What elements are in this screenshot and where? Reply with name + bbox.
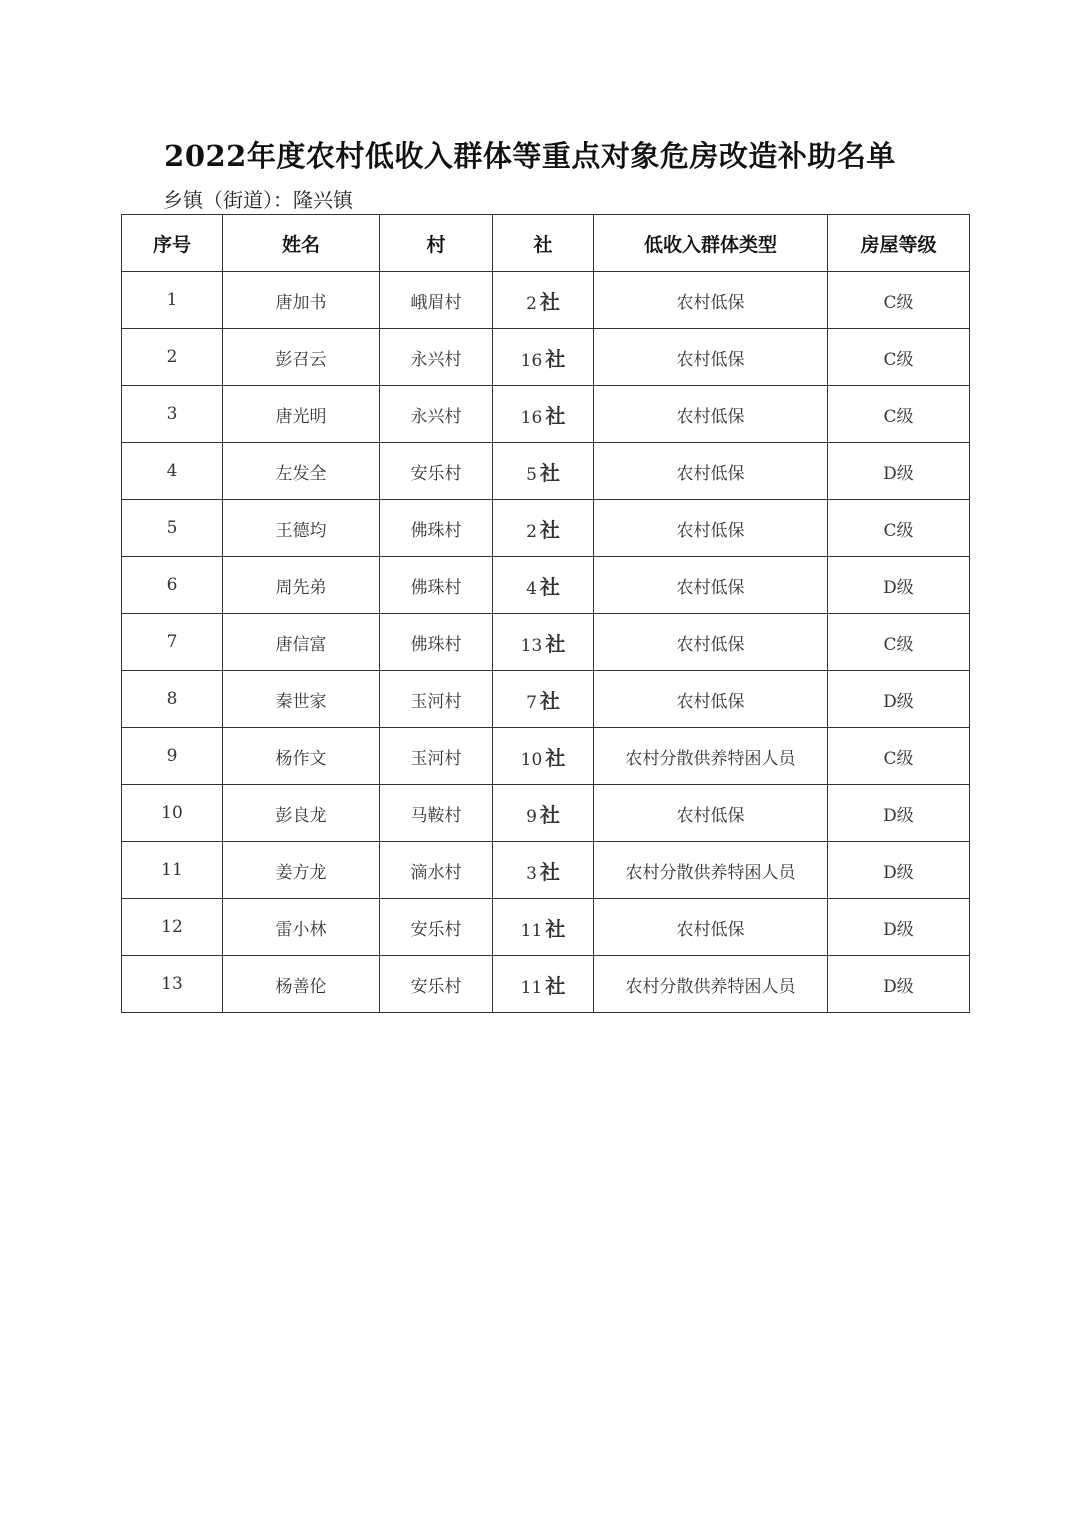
cell-village: 玉河村 — [380, 671, 493, 728]
cell-she — [493, 899, 594, 956]
table-row — [122, 899, 970, 956]
cell-seq: 10 — [122, 785, 223, 842]
cell-type: 农村低保 — [594, 386, 828, 443]
table-row — [122, 272, 970, 329]
table-header-row — [122, 215, 970, 272]
cell-name: 唐光明 — [223, 386, 380, 443]
cell-seq: 13 — [122, 956, 223, 1013]
cell-type: 农村分散供养特困人员 — [594, 956, 828, 1013]
she-unit: 社 — [545, 973, 566, 998]
table-row — [122, 614, 970, 671]
cell-grade: D级 — [828, 956, 970, 1013]
cell-seq: 8 — [122, 671, 223, 728]
cell-seq: 7 — [122, 614, 223, 671]
header-type: 低收入群体类型 — [594, 215, 828, 272]
she-number: 11 — [520, 977, 543, 998]
cell-she — [493, 500, 594, 557]
cell-village: 滴水村 — [380, 842, 493, 899]
she-number: 2 — [526, 293, 537, 314]
cell-she — [493, 728, 594, 785]
cell-she — [493, 443, 594, 500]
table-row — [122, 956, 970, 1013]
cell-grade: D级 — [828, 785, 970, 842]
cell-seq: 12 — [122, 899, 223, 956]
table-body — [122, 272, 970, 1013]
cell-she — [493, 386, 594, 443]
she-number: 7 — [526, 692, 537, 713]
cell-type: 农村低保 — [594, 785, 828, 842]
cell-seq: 4 — [122, 443, 223, 500]
table-row — [122, 386, 970, 443]
she-unit: 社 — [545, 346, 566, 371]
she-unit: 社 — [539, 688, 560, 713]
header-she: 社 — [493, 215, 594, 272]
table-row — [122, 728, 970, 785]
cell-type: 农村低保 — [594, 899, 828, 956]
cell-type: 农村低保 — [594, 614, 828, 671]
cell-grade: D级 — [828, 557, 970, 614]
cell-grade: D级 — [828, 671, 970, 728]
she-number: 16 — [520, 350, 543, 371]
cell-grade: C级 — [828, 728, 970, 785]
cell-village: 马鞍村 — [380, 785, 493, 842]
cell-village: 永兴村 — [380, 329, 493, 386]
she-number: 2 — [526, 521, 537, 542]
cell-type: 农村低保 — [594, 557, 828, 614]
cell-she — [493, 785, 594, 842]
she-unit: 社 — [539, 802, 560, 827]
cell-she — [493, 272, 594, 329]
cell-grade: C级 — [828, 272, 970, 329]
table-row — [122, 500, 970, 557]
she-number: 4 — [526, 578, 537, 599]
she-number: 11 — [520, 920, 543, 941]
cell-seq: 11 — [122, 842, 223, 899]
she-number: 10 — [520, 749, 543, 770]
cell-grade: C级 — [828, 500, 970, 557]
she-number: 13 — [520, 635, 543, 656]
she-unit: 社 — [539, 460, 560, 485]
table-row — [122, 842, 970, 899]
cell-she — [493, 614, 594, 671]
cell-name: 姜方龙 — [223, 842, 380, 899]
township-line — [163, 186, 353, 214]
township-label: 乡镇（街道）： — [163, 188, 293, 212]
cell-she — [493, 329, 594, 386]
she-number: 3 — [526, 863, 537, 884]
she-unit: 社 — [545, 745, 566, 770]
cell-seq: 1 — [122, 272, 223, 329]
table-row — [122, 785, 970, 842]
cell-name: 彭召云 — [223, 329, 380, 386]
cell-seq: 2 — [122, 329, 223, 386]
cell-name: 杨作文 — [223, 728, 380, 785]
cell-village: 永兴村 — [380, 386, 493, 443]
cell-seq: 5 — [122, 500, 223, 557]
cell-she — [493, 671, 594, 728]
cell-name: 雷小林 — [223, 899, 380, 956]
cell-village: 玉河村 — [380, 728, 493, 785]
cell-grade: D级 — [828, 842, 970, 899]
she-unit: 社 — [539, 517, 560, 542]
cell-village: 佛珠村 — [380, 614, 493, 671]
cell-she — [493, 956, 594, 1013]
header-name: 姓名 — [223, 215, 380, 272]
header-seq: 序号 — [122, 215, 223, 272]
cell-she — [493, 842, 594, 899]
cell-village: 佛珠村 — [380, 557, 493, 614]
cell-name: 周先弟 — [223, 557, 380, 614]
she-unit: 社 — [539, 859, 560, 884]
she-number: 9 — [526, 806, 537, 827]
cell-type: 农村低保 — [594, 443, 828, 500]
cell-grade: C级 — [828, 386, 970, 443]
cell-village: 安乐村 — [380, 956, 493, 1013]
cell-type: 农村低保 — [594, 329, 828, 386]
header-village: 村 — [380, 215, 493, 272]
cell-village: 安乐村 — [380, 443, 493, 500]
cell-village: 佛珠村 — [380, 500, 493, 557]
cell-type: 农村分散供养特困人员 — [594, 842, 828, 899]
cell-name: 唐加书 — [223, 272, 380, 329]
cell-she — [493, 557, 594, 614]
table-row — [122, 329, 970, 386]
page-title: 2022年度农村低收入群体等重点对象危房改造补助名单 — [164, 139, 896, 173]
cell-name: 左发全 — [223, 443, 380, 500]
cell-name: 彭良龙 — [223, 785, 380, 842]
cell-name: 杨善伦 — [223, 956, 380, 1013]
she-unit: 社 — [545, 916, 566, 941]
subsidy-roster-table — [121, 214, 970, 1013]
cell-type: 农村低保 — [594, 272, 828, 329]
table-row — [122, 557, 970, 614]
cell-seq: 3 — [122, 386, 223, 443]
cell-type: 农村低保 — [594, 500, 828, 557]
cell-grade: D级 — [828, 443, 970, 500]
cell-seq: 9 — [122, 728, 223, 785]
cell-village: 安乐村 — [380, 899, 493, 956]
table-row — [122, 443, 970, 500]
cell-type: 农村分散供养特困人员 — [594, 728, 828, 785]
she-unit: 社 — [545, 403, 566, 428]
table-row — [122, 671, 970, 728]
header-grade: 房屋等级 — [828, 215, 970, 272]
cell-name: 唐信富 — [223, 614, 380, 671]
she-unit: 社 — [545, 631, 566, 656]
cell-name: 秦世家 — [223, 671, 380, 728]
she-number: 16 — [520, 407, 543, 428]
cell-grade: D级 — [828, 899, 970, 956]
township-value: 隆兴镇 — [293, 188, 353, 212]
cell-name: 王德均 — [223, 500, 380, 557]
she-number: 5 — [526, 464, 537, 485]
she-unit: 社 — [539, 289, 560, 314]
cell-grade: C级 — [828, 614, 970, 671]
cell-grade: C级 — [828, 329, 970, 386]
cell-type: 农村低保 — [594, 671, 828, 728]
cell-village: 峨眉村 — [380, 272, 493, 329]
cell-seq: 6 — [122, 557, 223, 614]
she-unit: 社 — [539, 574, 560, 599]
